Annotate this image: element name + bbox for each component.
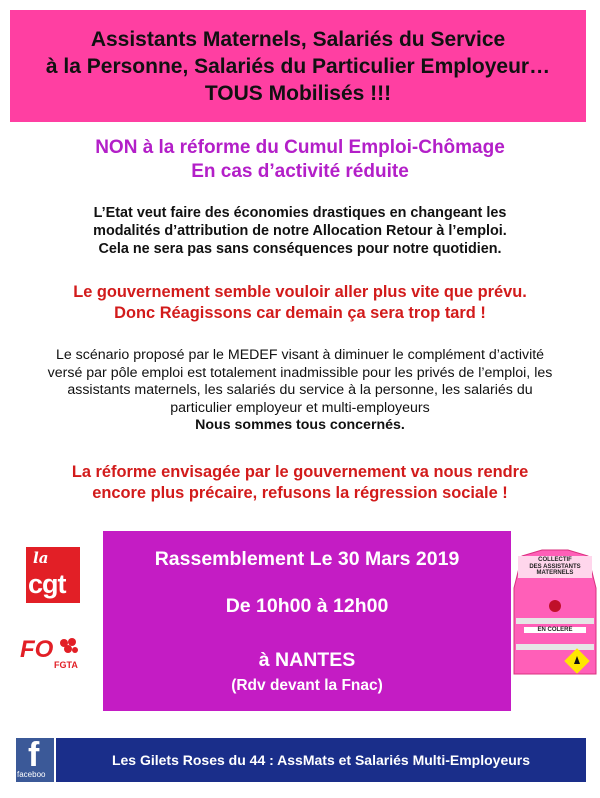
reform-line-2: encore plus précaire, refusons la régression sociale !: [92, 484, 508, 502]
subtitle: [0, 136, 600, 184]
vest-text-4: EN COLERE: [524, 627, 586, 633]
event-detail: (Rdv devant la Fnac): [231, 677, 383, 694]
pink-vest-image: [512, 548, 598, 680]
intro-line-3: Cela ne sera pas sans conséquences pour notre quotidien.: [98, 241, 502, 257]
reform-paragraph: [0, 462, 600, 504]
header-line-2: à la Personne, Salariés du Particulier Employeur…: [45, 54, 551, 78]
header-banner: [10, 10, 586, 122]
fo-fgta-logo: [20, 636, 84, 672]
warning-paragraph: [0, 282, 600, 324]
event-title: Rassemblement Le 30 Mars 2019: [154, 548, 460, 570]
fo-rose-icon: [58, 638, 80, 658]
reform-line-1: La réforme envisagée par le gouvernement va nous rendre: [71, 463, 529, 481]
fgta-logo-text: FGTA: [54, 660, 78, 670]
scenario-paragraph: [0, 347, 600, 435]
scenario-line-2: versé par pôle emploi est totalement inadmissible pour les privés de l’emploi, les: [47, 364, 553, 381]
warning-line-1: Le gouvernement semble vouloir aller plus vite que prévu.: [73, 283, 527, 301]
cgt-logo-text: cgt: [28, 569, 66, 599]
event-box: [103, 531, 511, 711]
cgt-logo: [26, 547, 80, 603]
event-place: à NANTES: [258, 649, 356, 671]
header-line-3: TOUS Mobilisés !!!: [204, 81, 392, 105]
footer-bar: [56, 738, 586, 782]
warning-line-2: Donc Réagissons car demain ça sera trop tard !: [114, 304, 486, 322]
scenario-line-3: assistants maternels, les salariés du service à la personne, les salariés du: [67, 382, 533, 399]
intro-paragraph: [0, 204, 600, 258]
scenario-line-1: Le scénario proposé par le MEDEF visant à diminuer le complément d’activité: [55, 347, 545, 363]
fo-logo-text: FO: [20, 636, 54, 663]
vest-text-3: MATERNELS: [536, 570, 574, 576]
scenario-line-4: particulier employeur et multi-employeurs: [170, 399, 430, 416]
vest-text-2: DES ASSISTANTS: [529, 563, 581, 570]
subtitle-line-1: NON à la réforme du Cumul Emploi-Chômage: [95, 137, 505, 158]
facebook-word: faceboo: [17, 770, 46, 779]
facebook-icon: f: [28, 736, 40, 774]
intro-line-1: L’Etat veut faire des économies drastiques en changeant les: [93, 205, 507, 221]
vest-text-1: COLLECTIF: [538, 557, 572, 563]
event-time: De 10h00 à 12h00: [225, 595, 389, 617]
facebook-logo: [16, 738, 54, 782]
subtitle-line-2: En cas d’activité réduite: [191, 161, 409, 182]
header-line-1: Assistants Maternels, Salariés du Service: [90, 27, 506, 51]
intro-line-2: modalités d’attribution de notre Allocation Retour à l’emploi.: [93, 223, 507, 239]
scenario-line-5: Nous sommes tous concernés.: [195, 417, 405, 434]
footer-text: Les Gilets Roses du 44 : AssMats et Salariés Multi-Employeurs: [111, 752, 531, 768]
cgt-logo-small-text: la: [33, 549, 49, 567]
